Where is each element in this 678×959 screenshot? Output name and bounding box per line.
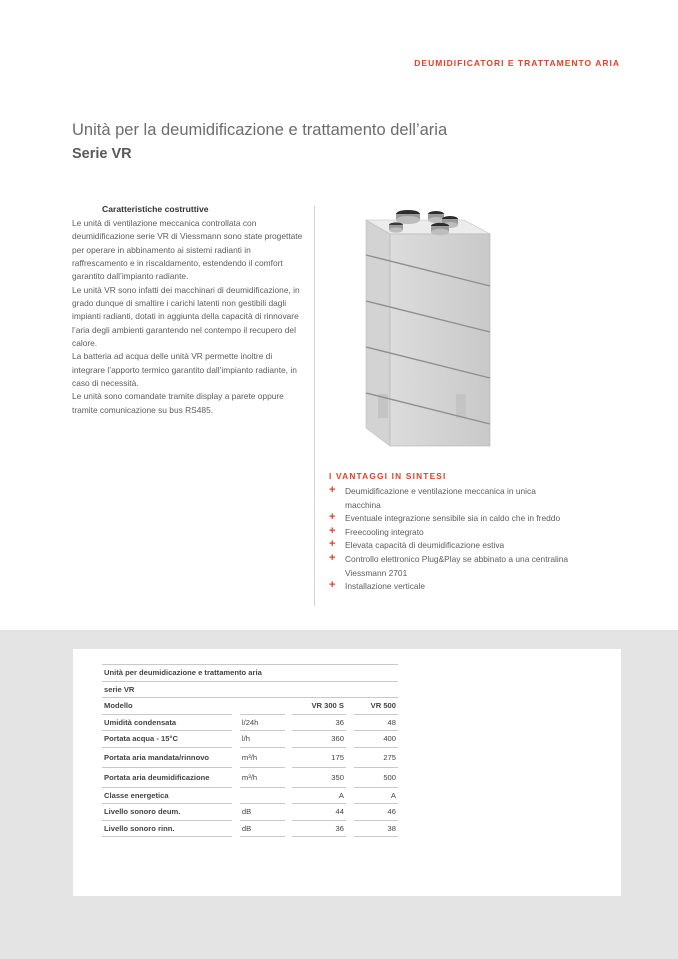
features-column [72,204,304,417]
advantages-list [329,485,569,594]
section-label: DEUMIDIFICATORI E TRATTAMENTO ARIA [414,58,620,68]
features-paragraph: La batteria ad acqua delle unità VR permette inoltre di integrare l’apporto termico garantito dall’impianto radiante, in caso di necessità. [72,351,297,389]
plus-icon: + [329,551,336,564]
table-title-row [102,665,398,682]
advantages-heading: I VANTAGGI IN SINTESI [329,471,447,481]
plus-icon: + [329,579,336,592]
advantage-item: + Installazione verticale [329,579,426,592]
product-image [360,206,492,461]
page-title: Unità per la deumidificazione e trattamento dell’aria [72,121,448,139]
table-row: Portata aria mandata/rinnovo m³/h 175 275 [102,747,398,767]
advantage-item: + Deumidificazione e ventilazione meccanica in unica macchina [329,484,536,510]
features-paragraph: Le unità VR sono infatti dei macchinari di deumidificazione, in grado dunque di smaltire i carichi latenti non gestibili dagli impianti radianti, dotati in aggiunta della capacità di rinnovare l’aria degli ambienti garantendo nel contempo il recupero del calore. [72,284,300,349]
table-row: Umidità condensata l/24h 36 48 [102,714,398,731]
plus-icon: + [329,524,336,537]
spec-table [102,664,398,837]
features-paragraph: Le unità sono comandate tramite display a parete oppure tramite comunicazione su bus RS485. [72,391,284,415]
plus-icon: + [329,511,336,524]
table-title: Unità per deumidicazione e trattamento aria [102,665,398,682]
advantages-section [329,471,569,594]
features-paragraph: Le unità di ventilazione meccanica controllata con deumidificazione serie VR di Viessmann sono state progettate per operare in abbinamento ai sistemi radianti in raffrescamento e in riscaldamento, estendendo il comfort garantito dall’impianto radiante. [72,218,303,282]
table-header-row [102,698,398,715]
page-subtitle: Serie VR [72,146,132,162]
advantage-item: + Eventuale integrazione sensibile sia in caldo che in freddo [329,511,561,524]
table-row: Classe energetica A A [102,787,398,804]
spec-card [73,649,621,896]
advantage-item: + Freecooling integrato [329,524,424,537]
header-label: Modello [102,698,232,715]
features-heading: Caratteristiche costruttive [102,204,209,214]
plus-icon: + [329,538,336,551]
table-series-row [102,681,398,698]
column-divider [314,206,315,606]
advantage-item: + Elevata capacità di deumidificazione estiva [329,538,505,551]
table-row: Livello sonoro deum. dB 44 46 [102,804,398,821]
table-row: Portata acqua - 15°C l/h 360 400 [102,731,398,748]
table-series: serie VR [102,681,398,698]
table-row: Portata aria deumidificazione m³/h 350 500 [102,767,398,787]
advantage-item: + Controllo elettronico Plug&Play se abbinato a una centralina Viessmann 2701 [329,551,569,578]
plus-icon: + [329,484,336,496]
table-row: Livello sonoro rinn. dB 36 38 [102,820,398,837]
header-model-1: VR 300 S [292,698,346,715]
header-unit [240,698,285,715]
header-model-2: VR 500 [354,698,398,715]
